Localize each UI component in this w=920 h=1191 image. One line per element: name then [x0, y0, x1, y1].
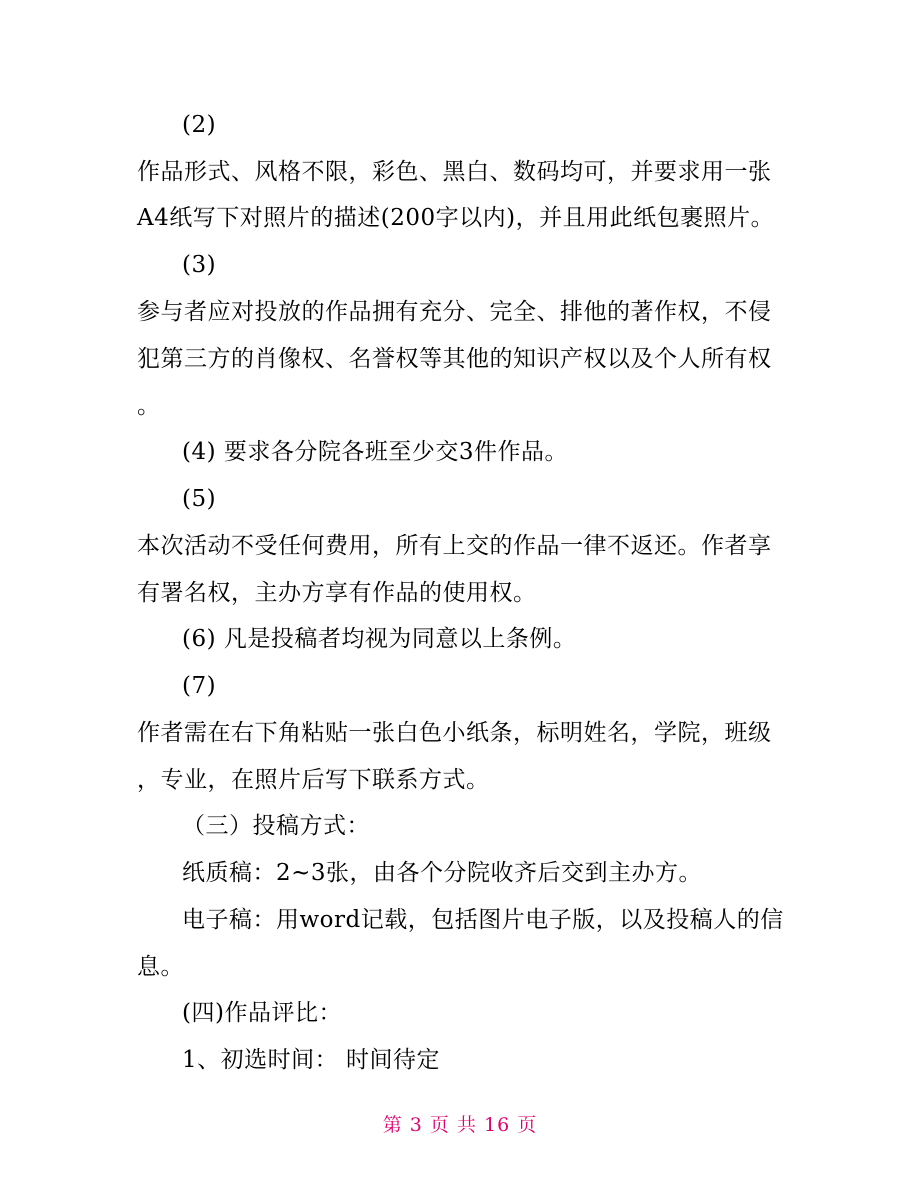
item-2-number: (2)	[182, 112, 217, 138]
item-5-text-line-1: 本次活动不受任何费用，所有上交的作品一律不返还。作者享	[137, 533, 772, 559]
preliminary-selection-time: 1、初选时间： 时间待定	[182, 1047, 440, 1073]
item-3-number: (3)	[182, 252, 217, 278]
item-3-text-line-2: 犯第三方的肖像权、名誉权等其他的知识产权以及个人所有权	[137, 346, 772, 372]
item-7-text-line-1: 作者需在右下角粘贴一张白色小纸条，标明姓名，学院，班级	[137, 720, 772, 746]
item-5-text-line-2: 有署名权，主办方享有作品的使用权。	[137, 580, 537, 606]
item-7-text-line-2: ，专业，在照片后写下联系方式。	[137, 767, 490, 793]
item-2-text-line-2: A4纸写下对照片的描述(200字以内)，并且用此纸包裹照片。	[137, 205, 775, 231]
item-3-text-line-3: 。	[137, 393, 161, 419]
item-6: (6) 凡是投稿者均视为同意以上条例。	[182, 626, 577, 652]
item-3-text-line-1: 参与者应对投放的作品拥有充分、完全、排他的著作权，不侵	[137, 299, 772, 325]
electronic-submission-line-2: 息。	[137, 954, 184, 980]
item-4: (4) 要求各分院各班至少交3件作品。	[182, 439, 569, 465]
item-5-number: (5)	[182, 486, 217, 512]
page-number-footer: 第 3 页 共 16 页	[382, 1114, 538, 1136]
section-3-heading: （三）投稿方式：	[182, 813, 370, 839]
section-4-heading: (四)作品评比：	[182, 1000, 342, 1026]
item-7-number: (7)	[182, 673, 217, 699]
electronic-submission-line-1: 电子稿：用word记载，包括图片电子版，以及投稿人的信	[182, 907, 784, 933]
item-2-text-line-1: 作品形式、风格不限，彩色、黑白、数码均可，并要求用一张	[137, 159, 772, 185]
paper-submission: 纸质稿：2~3张，由各个分院收齐后交到主办方。	[182, 860, 703, 886]
